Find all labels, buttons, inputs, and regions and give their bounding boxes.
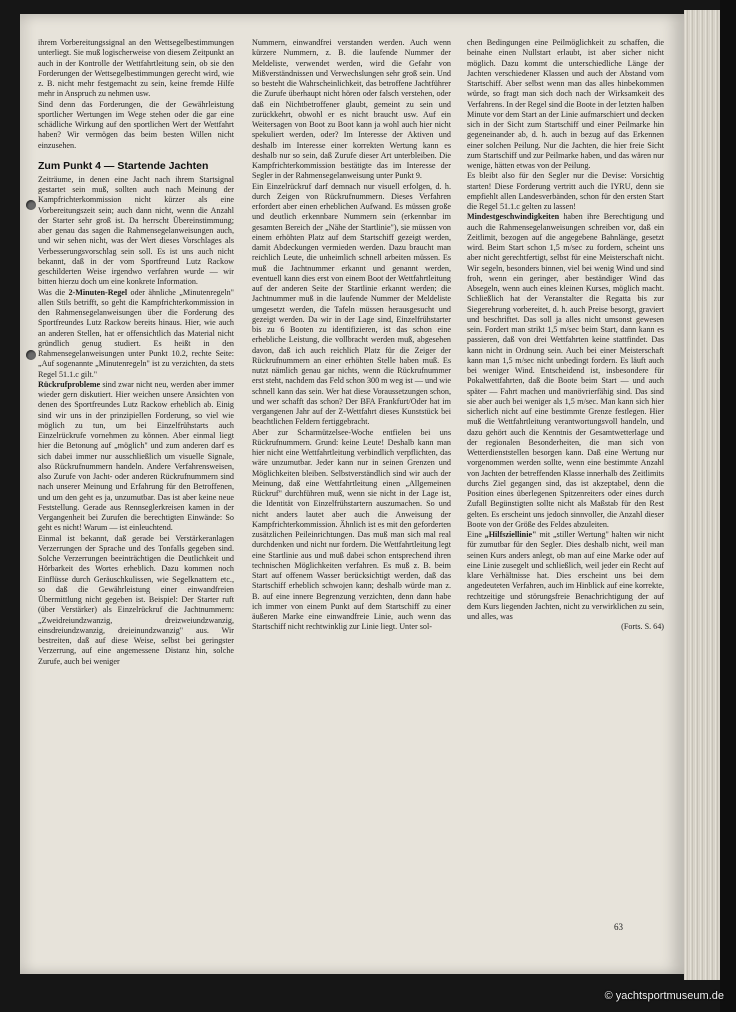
text-column-left bbox=[38, 38, 234, 958]
punch-hole-top bbox=[26, 200, 36, 210]
paragraph-lead: Was die bbox=[38, 287, 69, 297]
paragraph bbox=[38, 380, 234, 534]
text-column-right bbox=[467, 38, 664, 958]
paragraph: Es bleibt also für den Segler nur die Devise: Vorsichtig starten! Diese Forderung vertritt auch die IYRU, denn sie empfiehlt allen Landesverbänden, schon für den ersten Start die Regel 51.1.c gelten zu lassen! bbox=[467, 171, 664, 211]
paragraph bbox=[38, 288, 234, 380]
paragraph: Ein Einzelrückruf darf demnach nur visuell erfolgen, d. h. durch Zeigen von Rückrufnummern. Dieses Verfahren erfordert aber einen erheblichen Aufwand. Es müssen große und deutlich erkennbare Nummern sein (erkennbar im gesamten Bereich der „Nähe der Startlinie"), sie müssen von einem erhöhten Platz auf dem Startschiff gezeigt werden, damit Abdeckungen vermieden werden. Dazu braucht man reichlich Leute, die unheimlich schnell arbeiten müssen. Es muß die Jachtnummer erkannt und genannt werden, eventuell kann dies erst von einem Boot der Wettfahrtleitung auf der anderen Seite der Startlinie erkannt werden; die Jachtnummer muß in die laufende Nummer der Meldeliste umgesetzt werden, die Tafeln müssen herausgesucht und gezeigt werden. Da wir in der Lage sind, Einzelfrühstarter bis zu 6 Booten zu identifizieren, ist das schon eine erhebliche Leistung, die vollbracht werden muß, abgesehen davon, daß ich auch reichlich Platz für die Zeiger der Rückrufnummern an einer erhöhten Stelle haben muß. Es nutzt nämlich genau gar nichts, wenn die Rückrufnummer erst steht, nachdem das Feld schon 300 m weg ist — und wie schnell kann das sein. Wer hat diese Voraussetzungen schon, und wer schafft das schon? Der BFA Frankfurt/Oder hat im vergangenen Jahr auf der Z-Wettfahrt dieses Kunststück bei beachtlichen Feldern fertiggebracht. bbox=[252, 181, 451, 427]
paragraph bbox=[467, 212, 664, 530]
paragraph: Sind denn das Forderungen, die der Gewährleistung sportlicher Wertungen im Wege stehen oder die gar eine schädliche Wirkung auf den sportlichen Wert der Wettfahrt haben? Wir vermögen das beim besten Willen nicht einzusehen. bbox=[38, 99, 234, 150]
paragraph: Nummern, einwandfrei verstanden werden. Auch wenn kürzere Nummern, z. B. die laufende Nummer der Meldeliste, verwendet werden, wird die Gefahr von Mißverständnissen und Verwechslungen sehr groß sein. Und so besteht die Wahrscheinlichkeit, das betroffene Jachtführer die Zurufe überhaupt nicht hören oder falsch verstehen, oder daß ein Nichtbetroffener glaubt, gemeint zu sein und zurückkehrt, obwohl er es nicht braucht usw. Auf ein Weitersagen von Boot zu Boot kann ja wohl auch hier nicht spekuliert werden, oder? Im Interesse der Aktiven und deshalb im Interesse einer korrekten Wertung kann es deshalb nur so sein, daß Zurufe dieser Art unterbleiben. Die Kampfrichterkommission bestätigte das im Interesse der Segler in der Rahmensegelanweisung unter Punkt 9. bbox=[252, 38, 451, 181]
bold-term: Rückrufprobleme bbox=[38, 379, 101, 389]
watermark-text: © yachtsportmuseum.de bbox=[604, 990, 724, 1002]
paragraph: chen Bedingungen eine Peilmöglichkeit zu schaffen, die beinahe einen Nullstart erlaubt, ist aber sicher nicht möglich. Dazu kommt die unterschiedliche Länge der Jachten verschiedener Klassen und auch der Abstand vom Startschiff. Aber selbst wenn man das alles hinbekommen würde, so fragt man sich doch nach der Wirksamkeit des Verfahrens. In der Regel sind die Boote in der letzten halben Minute vor dem Start an der Linie aufmarschiert und decken sich in der Sicht zum Startschiff und einer Peilmarke hin gegeneinander ab, d. h. auch in bezug auf das Erkennen einer solchen Peilung. Nur die Jachten, die hier freie Sicht zum Startschiff und zur Peilmarke haben, und das wären nur wenige, hätten etwas von der Peilung. bbox=[467, 38, 664, 170]
paragraph: Einmal ist bekannt, daß gerade bei Verstärkeranlagen Verzerrungen der Sprache und des Tonfalls gegeben sind. Solche Verzerrungen beeinträchtigen die Deutlichkeit und Hörbarkeit des Wortes erheblich. Dazu kommen noch Einflüsse durch Geräuschkulissen, wie Segelknattern etc., so daß die Gewährleistung einer einwandfreien Übermittlung nicht gegeben ist. Beispiel: Der Starter ruft (über Verstärker) als Einzelrückruf die Jachtnummern: „Zweidreiundzwanzig, dreizweiundzwanzig, einsdreiundzwanzig, dreieinundzwanzig" aus. Wir bestreiten, daß auf diese Weise, selbst bei geringster Verzerrung, auf eine angemessene Distanz hin, solche Zurufe, auch bei weniger bbox=[38, 533, 234, 666]
bold-term: Mindestgeschwindigkeiten bbox=[467, 212, 560, 222]
punch-hole-middle bbox=[26, 350, 36, 360]
paragraph bbox=[467, 530, 664, 622]
paragraph: Aber zur Scharmützelsee-Woche entfielen bei uns Rückrufnummern. Grund: keine Leute! Deshalb kann man hier nicht eine Wettfahrtleitung verbindlich verpflichten, das wäre unzumutbar. Jeder kann nur in seinen Grenzen und Möglichkeiten bleiben. Selbstverständlich sind wir auch der Meinung, daß eine Wettfahrtleitung einen „Allgemeinen Rückruf" durchführen muß, wenn sie nicht in der Lage ist, die Identität von Einzelfrühstartern auszumachen. So und nicht anders lautet aber auch die Anweisung der Kampfrichterkommission. Ähnlich ist es mit den geforderten zusätzlichen Peileinrichtungen. Das muß man sich mal real durchdenken und nicht nur fordern. Die Wettfahrtleitung legt eine Startlinie aus und muß dabei schon entsprechend ihren technischen Möglichkeiten verfahren. Es muß z. B. beim Start auf offenem Wasser berücksichtigt werden, daß das Startschiff erheblich schwojen kann; deshalb würde man z. B. auf eine innere Begrenzung verzichten, denn dann habe ich immer von einem Punkt auf dem Startschiff zu einer äußeren Marke eine einwandfreie Linie, auch wenn das Startschiff nicht rechtwinklig zur Linie liegt. Unter sol- bbox=[252, 427, 451, 632]
section-heading: Zum Punkt 4 — Startende Jachten bbox=[38, 159, 209, 172]
paragraph: Zeiträume, in denen eine Jacht nach ihrem Startsignal gestartet sein muß, sollten auch nach Meinung der Kampfrichterkommission nicht kürzer als eine Vorbereitungszeit sein; auch dann nicht, wenn die Anzahl der Starter sehr groß ist. Da herrscht Übereinstimmung; aber genau das sagen die Rahmensegelanweisungen auch, und wir sehen nicht, was der Wert dieses Vorschlages als Verbesserungsvorschlag sein soll. Es ist uns auch nicht bekannt, daß in der vom Sportfreund Lutz Rackow geschilderten Weise irgendwo verfahren wurde — wir bitten hierzu doch um eine konkrete Information. bbox=[38, 174, 234, 287]
text-column-middle bbox=[252, 38, 451, 958]
paragraph-body: sind zwar nicht neu, werden aber immer wieder gern diskutiert. Hier weichen unsere Ansichten von denen des Sportfreundes Lutz Rackow erheblich ab. Einig sind wir uns in der prinzipiellen Forderung, so viel wie möglich zu tun, um bei Einzelfrühstarts auch Einzelrückrufe vornehmen zu können. Aber einmal liegt hier die Betonung auf „möglich" und zum anderen darf es sich dabei immer nur ausschließlich um visuelle Signale, also Rückrufnummern handeln. Andere Verfahrensweisen, also Zurufe von Jacht- oder anderen Rückrufnummern sind nach unserer Meinung und Erfahrung für den Betroffenen, und um den geht es ja, unzumutbar. Das ist aber keine neue Feststellung. Gerade aus Rennseglerkreisen kamen in der Vergangenheit bei Zurufen die berechtigten Einwände: So geht es nicht! Warum — ist einleuchtend. bbox=[38, 379, 234, 533]
bold-term: „Hilfsziellinie" bbox=[484, 530, 537, 539]
paragraph: ihrem Vorbereitungssignal an den Wettsegelbestimmungen unterliegt. Sie muß logischerweise von diesem Zeitpunkt an auch in der Kontrolle der Wettfahrtleitung sein, ob sie den Forderungen der Wettsegelbestimmungen gerecht wird, wie z. B. nicht mehr festgemacht zu sein, keine fremde Hilfe mehr in Anspruch zu nehmen usw. bbox=[38, 38, 234, 99]
bold-term: 2-Minuten-Regel bbox=[68, 287, 128, 297]
paragraph-lead: Eine bbox=[467, 530, 485, 539]
paragraph-body: oder ähnliche „Minutenregeln" allen Stils betrifft, so geht die Kampfrichterkommission in den Rahmensegelanweisungen über die Forderung des Sportfreundes Lutz Rackow bereits hinaus. Hier, wie auch an anderen Stellen, hat er offensichtlich das Material nicht gründlich genug studiert. Es heißt in den Rahmensegelanweisungen unter Punkt 10.2, rechte Seite: „Auf sogenannte „Minutenregeln" ist zu verzichten, da stets Regel 51.1.c gilt." bbox=[38, 287, 234, 379]
paragraph-body: haben ihre Berechtigung und auch die Rahmensegelanweisungen schreiben vor, daß ein Zeitlimit, bezogen auf die angegebene Bahnlänge, gesetzt wird. Beim Start schon 1,5 m/sec zu fordern, scheint uns aber nicht gerechtfertigt, selbst für eine Meisterschaft nicht. Wir segeln, besonders binnen, viel bei wenig Wind und sind froh, wenn ein geringer, aber beständiger Wind das Absegeln, wenn auch eines kleinen Kurses, möglich macht. Schließlich hat der Veranstalter die Regatta bis zur Siegerehrung vorbereitet, d. h. auch Preise besorgt, graviert und beschriftet. Das soll ja alles nicht umsonst gewesen sein. Fordert man strikt 1,5 m/sec beim Start, dann kann es passieren, daß von drei Wettfahrten keine stattfindet. Das kann nicht in Ordnung sein. Auch bei einer Meisterschaft kann man 1,5 m/sec nicht unbedingt fordern. Es läuft auch bei weniger Wind. Entscheidend ist, insbesondere für Pokalwettfahrten, daß die Boote beim Start — und auch später — Fahrt machen und manövrierfähig sind. Das sind sie aber auch bei weniger als 1,5 m/sec. Man kann sich hier sicherlich nicht auf eine bestimmte Grenze festlegen. Hier muß die Wettfahrtleitung verantwortungsvoll handeln, und dazu gehört auch die Kenntnis der Gesamtwetterlage und der regionalen Besonderheiten, die man sich von Wetterdienststellen besorgen kann. Daß eine Wertung nur vorgenommen werden sollte, wenn eine bestimmte Anzahl von Jachten der betreffenden Klasse innerhalb des Zeitlimits durchs Ziel gegangen sind, das ist akzeptabel, denn die Position eines überlegenen Spitzenreiters oder eines durch Zufall Begünstigten sollte nicht als Maßstab für den Rest gelten. Es erscheint uns jedoch sinnvoller, die Anzahl dieser Boote von der Größe des Feldes abzuleiten. bbox=[467, 212, 664, 529]
continuation-note: (Forts. S. 64) bbox=[621, 622, 664, 632]
page-number: 63 bbox=[614, 922, 623, 932]
page-stack-edge bbox=[684, 10, 720, 980]
binder-spine bbox=[720, 0, 736, 1012]
paragraph-body: mit „stiller Wertung" halten wir nicht für zumutbar für den Segler. Dies deshalb nicht, weil man seinen Kurs anders anlegt, ob man auf eine Marke oder auf eine Linie zusegelt und schließlich, weil jeder ein Recht auf klare Verhältnisse hat. Dies erscheint uns bei dem angedeuteten Verfahren, auch im Hinblick auf eine korrekte, rechtzeitige und störungsfreie Benachrichtigung der auf dem Kurs liegenden Jachten, nicht zu verwirklichen zu sein, und alles, was bbox=[467, 530, 664, 621]
